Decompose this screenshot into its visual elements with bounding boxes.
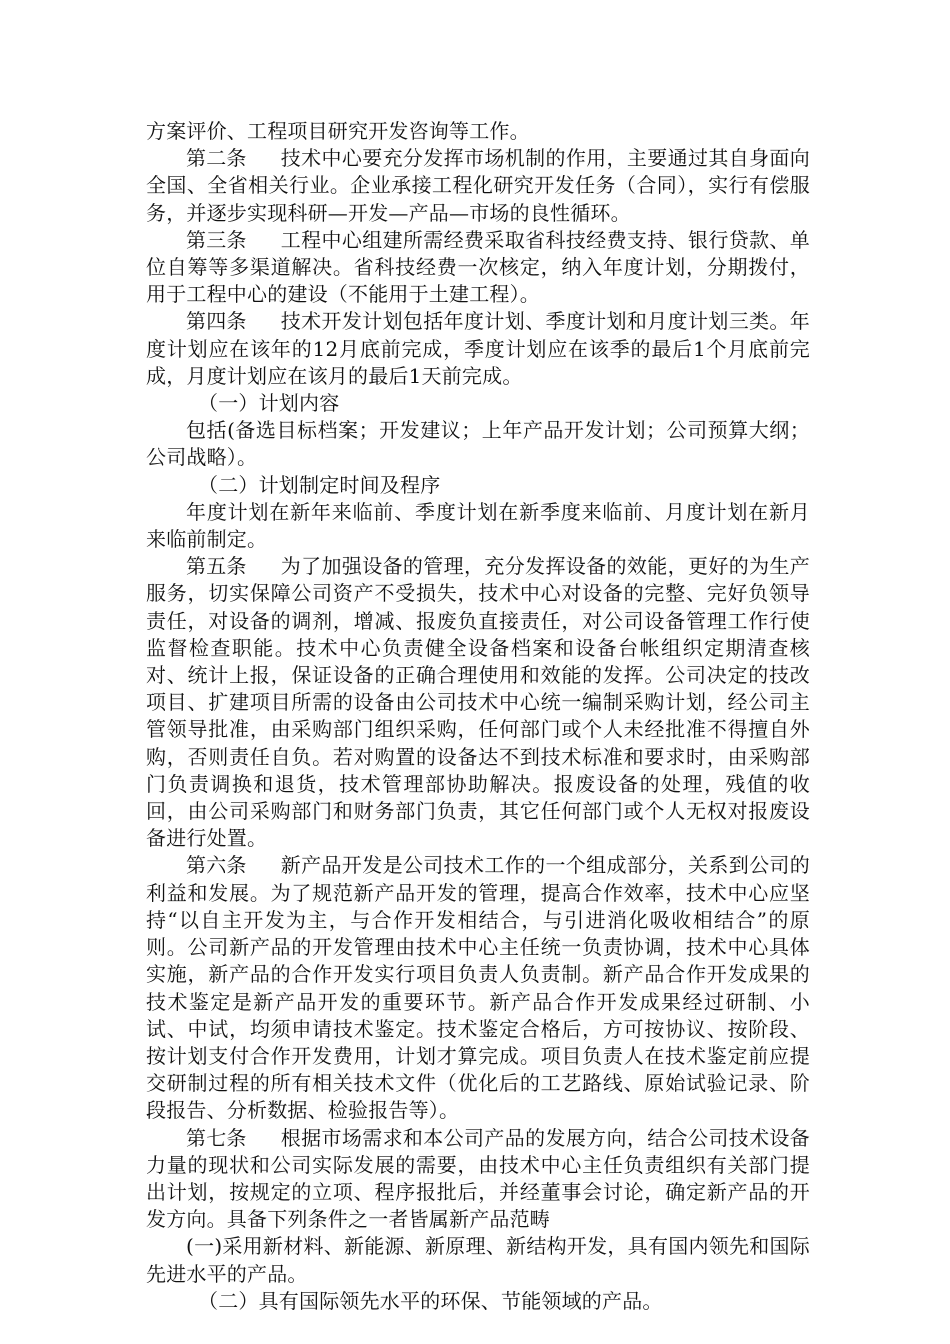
- article-3: [146, 227, 810, 309]
- paragraph-text: 包括(备选目标档案；开发建议；上年产品开发计划；公司预算大纲；公司战略）。: [146, 418, 810, 470]
- paragraph-text: 技术开发计划包括年度计划、季度计划和月度计划三类。年度计划应在该年的12月底前完成，季度计划应在该季的最后1个月底前完成，月度计划应在该月的最后1天前完成。: [146, 309, 810, 388]
- list-item-text: （二）具有国际领先水平的环保、节能领域的产品。: [198, 1288, 663, 1313]
- article-7: [146, 1125, 810, 1234]
- article-6: [146, 852, 810, 1124]
- paragraph-text: 为了加强设备的管理，充分发挥设备的效能，更好的为生产服务，切实保障公司资产不受损失，技术中心对设备的完整、完好负领导责任，对设备的调剂，增减、报废负直接责任，对公司设备管理工作行使监督检查职能。技术中心负责健全设备档案和设备台帐组织定期清查核对、统计上报，保证设备的正确合理使用和效能的发挥。公司决定的技改项目、扩建项目所需的设备由公司技术中心统一编制采购计划，经公司主管领导批准，由采购部门组织采购，任何部门或个人未经批准不得擅自外购，否则责任自负。若对购置的设备达不到技术标准和要求时，由采购部门负责调换和退货，技术管理部协助解决。报废设备的处理，残值的收回，由公司采购部门和财务部门负责，其它任何部门或个人无权对报废设备进行处置。: [146, 554, 810, 851]
- article-number: 第二条: [186, 146, 247, 171]
- article-number: 第七条: [186, 1125, 247, 1150]
- paragraph-text: 新产品开发是公司技术工作的一个组成部分，关系到公司的利益和发展。为了规范新产品开发的管理，提高合作效率，技术中心应坚持“以自主开发为主，与合作开发相结合，与引进消化吸收相结合”的原则。公司新产品的开发管理由技术中心主任统一负责协调，技术中心具体实施，新产品的合作开发实行项目负责人负责制。新产品合作开发成果的技术鉴定是新产品开发的重要环节。新产品合作开发成果经过研制、小试、中试，均须申请技术鉴定。技术鉴定合格后，方可按协议、按阶段、按计划支付合作开发费用，计划才算完成。项目负责人在技术鉴定前应提交研制过程的所有相关技术文件（优化后的工艺路线、原始试验记录、阶段报告、分析数据、检验报告等）。: [146, 853, 810, 1123]
- subheading-plan-content: [146, 390, 810, 417]
- list-item-new-materials: [146, 1233, 810, 1287]
- article-4: [146, 308, 810, 390]
- article-5: [146, 553, 810, 852]
- list-item-environmental: [146, 1288, 810, 1315]
- subheading-text: （一）计划内容: [198, 391, 340, 416]
- article-number: 第五条: [186, 554, 247, 579]
- article-number: 第六条: [186, 853, 247, 878]
- list-item-text: (一)采用新材料、新能源、新原理、新结构开发，具有国内领先和国际先进水平的产品。: [146, 1234, 810, 1286]
- paragraph-text: 工程中心组建所需经费采取省科技经费支持、银行贷款、单位自筹等多渠道解决。省科技经费一次核定，纳入年度计划，分期拨付，用于工程中心的建设（不能用于土建工程）。: [146, 227, 810, 307]
- paragraph-text: 技术中心要充分发挥市场机制的作用，主要通过其自身面向全国、全省相关行业。企业承接工程化研究开发任务（合同），实行有偿服务，并逐步实现科研—开发—产品—市场的良性循环。: [146, 146, 810, 225]
- paragraph-plan-content: [146, 417, 810, 471]
- article-number: 第四条: [186, 309, 247, 334]
- article-number: 第三条: [186, 227, 247, 252]
- document-body: [146, 118, 810, 1315]
- paragraph-continuation: [146, 118, 810, 145]
- subheading-text: （二）计划制定时间及程序: [198, 472, 441, 497]
- article-2: [146, 145, 810, 227]
- paragraph-plan-timing: [146, 499, 810, 553]
- paragraph-text: 根据市场需求和本公司产品的发展方向，结合公司技术设备力量的现状和公司实际发展的需要，由技术中心主任负责组织有关部门提出计划，按规定的立项、程序报批后，并经董事会讨论，确定新产品的开发方向。具备下列条件之一者皆属新产品范畴: [146, 1125, 810, 1232]
- subheading-plan-timing: [146, 472, 810, 499]
- paragraph-text: 方案评价、工程项目研究开发咨询等工作。: [146, 119, 530, 143]
- paragraph-text: 年度计划在新年来临前、季度计划在新季度来临前、月度计划在新月来临前制定。: [146, 499, 810, 552]
